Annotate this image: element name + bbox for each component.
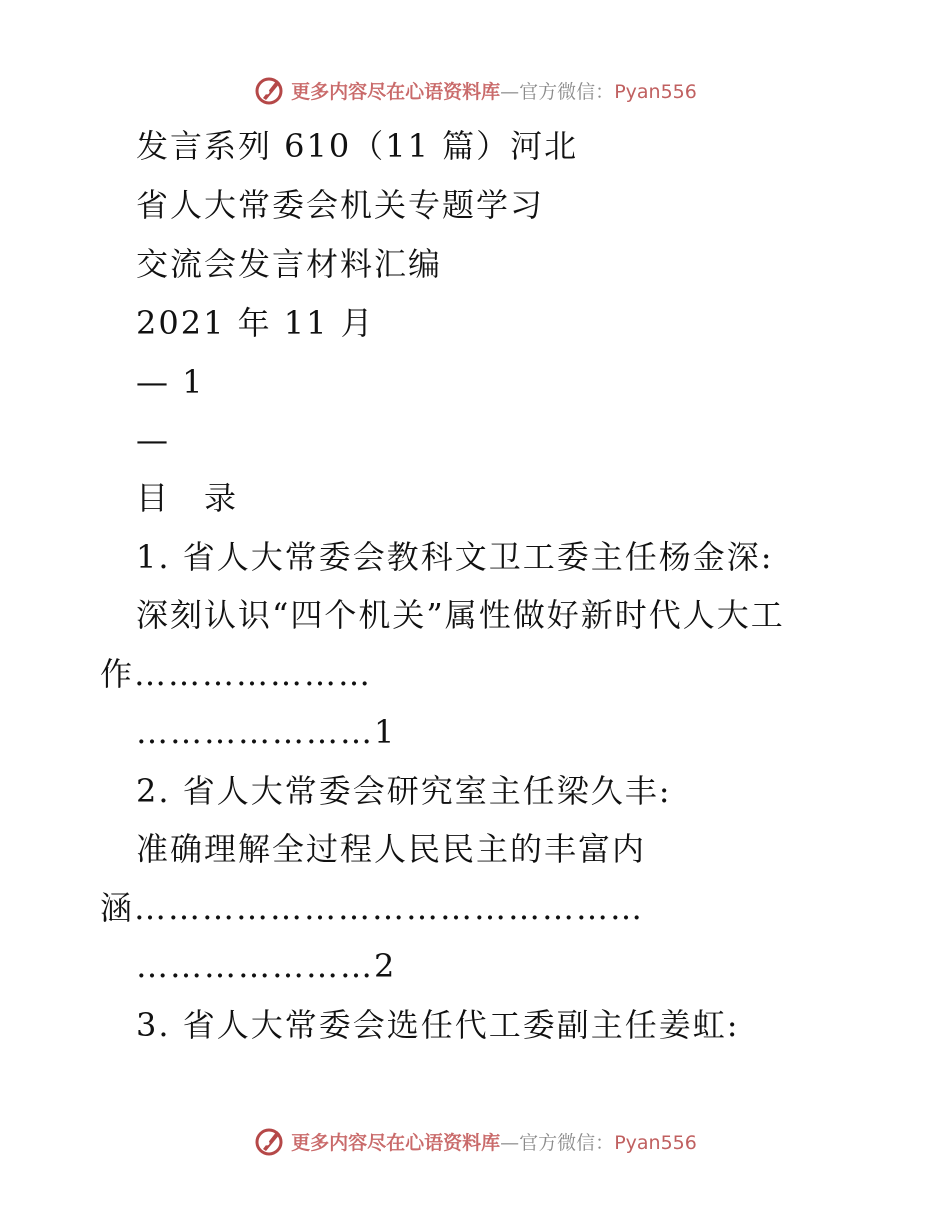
toc-item-3-heading: 3. 省人大常委会选任代工委副主任姜虹: [136,1006,740,1044]
quill-logo-icon [253,1125,285,1157]
watermark-wechat-id: Pyan556 [614,80,697,103]
toc-item-2-page: …………………2 [136,947,397,985]
toc-item-2-continuation: 涵……………………………………… [100,889,645,927]
watermark-separator: — [500,1131,520,1154]
toc-item-1-continuation: 作………………… [100,655,373,693]
toc-item-1-heading: 1. 省人大常委会教科文卫工委主任杨金深: [136,538,774,576]
watermark-header [0,70,950,110]
watermark-text: 更多内容尽在心语资料库 [291,1131,501,1154]
quill-logo-icon [253,74,285,106]
title-line-3: 交流会发言材料汇编 [136,245,443,283]
watermark-footer [0,1121,950,1161]
watermark-text: 更多内容尽在心语资料库 [291,80,501,103]
watermark-wechat-label: 官方微信： [519,80,615,103]
page-marker-top: — 1 [136,363,205,401]
page-marker-bottom: — [136,421,170,459]
toc-heading: 目 录 [136,479,239,517]
toc-item-1-page: …………………1 [136,713,397,751]
title-line-1: 发言系列 610（11 篇）河北 [136,127,579,165]
toc-item-1-title: 深刻认识“四个机关”属性做好新时代人大工 [136,596,785,634]
document-date: 2021 年 11 月 [136,304,375,342]
toc-item-2-title: 准确理解全过程人民民主的丰富内 [136,830,647,868]
watermark-wechat-label: 官方微信： [519,1131,615,1154]
watermark-wechat-id: Pyan556 [614,1131,697,1154]
title-line-2: 省人大常委会机关专题学习 [136,186,545,224]
toc-item-2-heading: 2. 省人大常委会研究室主任梁久丰: [136,772,672,810]
watermark-separator: — [500,80,520,103]
